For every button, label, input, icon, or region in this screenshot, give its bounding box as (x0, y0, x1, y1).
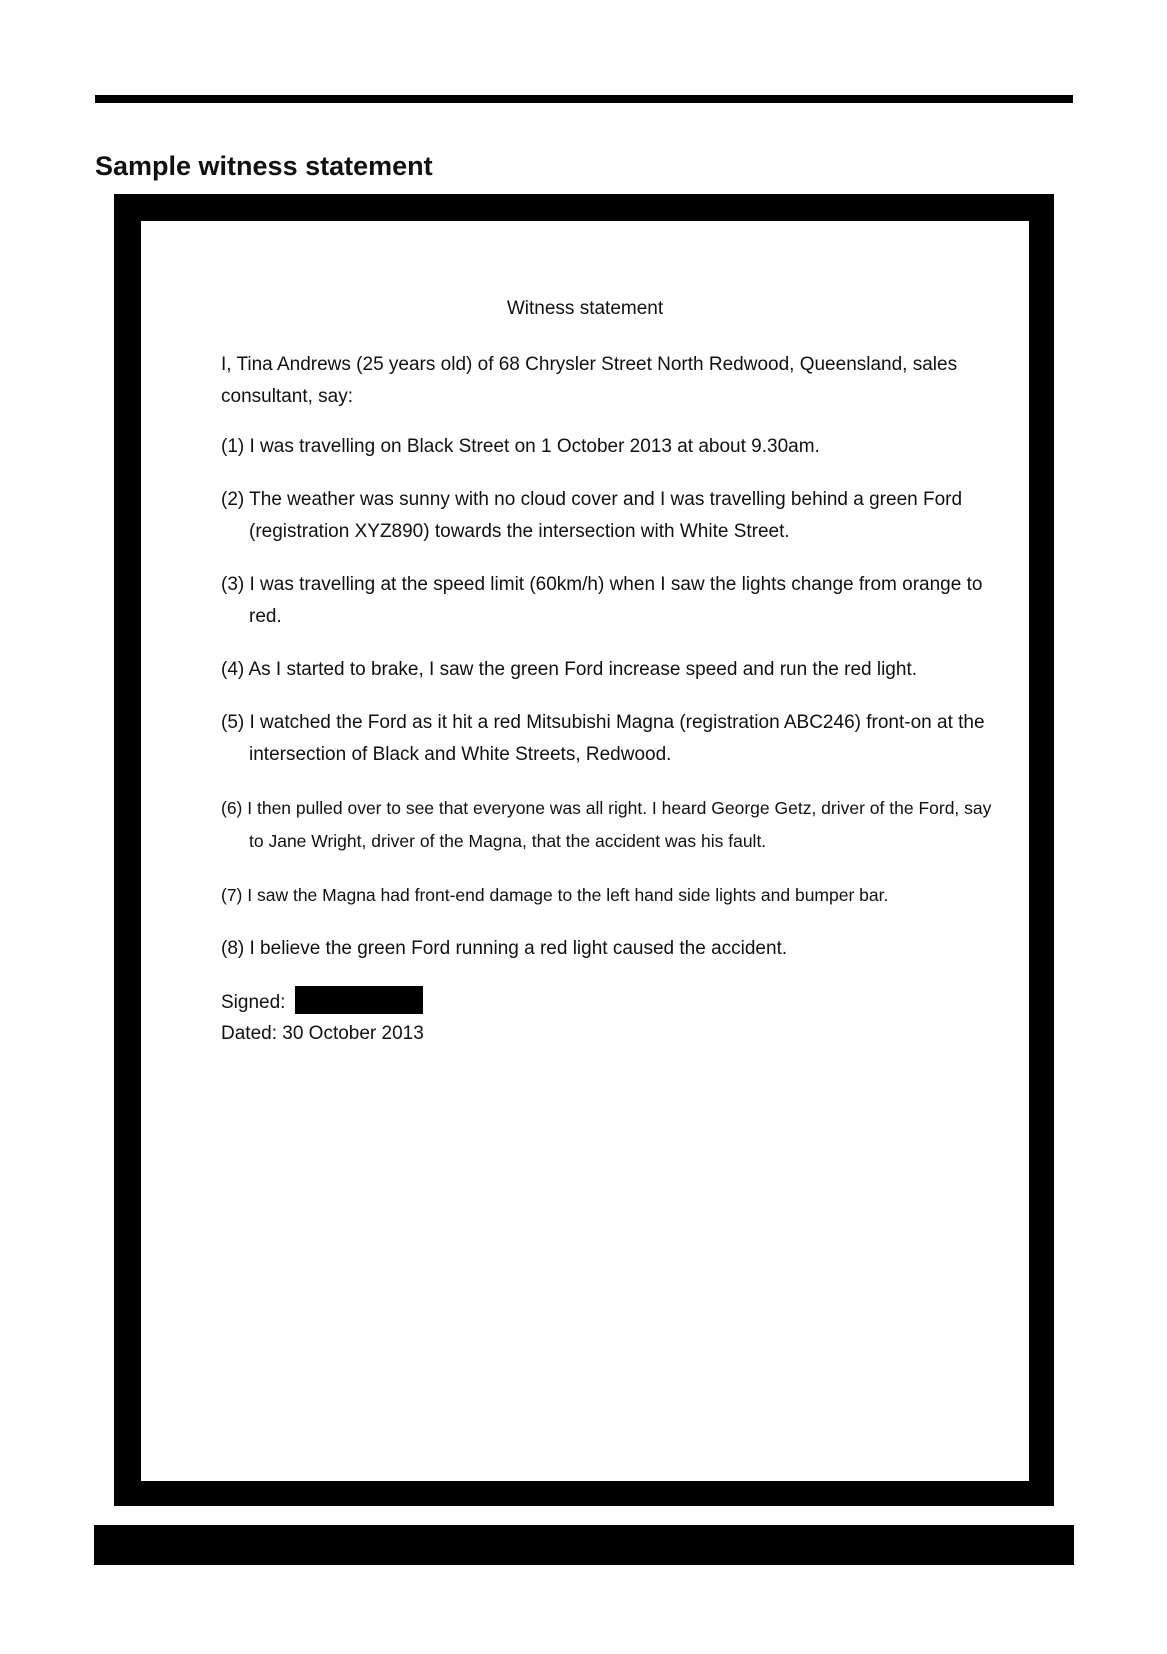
bottom-bar (94, 1525, 1074, 1565)
signature-line (221, 986, 1001, 1018)
statement-point: (3) I was travelling at the speed limit (60km/h) when I saw the lights change from orange to red. (221, 574, 983, 627)
page-title: Sample witness statement (95, 151, 433, 181)
statement-point: (5) I watched the Ford as it hit a red Mitsubishi Magna (registration ABC246) front-on at the intersection of Black and White Streets, Redwood. (221, 712, 985, 765)
statement-point: (8) I believe the green Ford running a red light caused the accident. (221, 938, 788, 959)
top-rule (95, 95, 1073, 103)
statement-point: (7) I saw the Magna had front-end damage to the left hand side lights and bumper bar. (221, 885, 889, 905)
statement-intro: I, Tina Andrews (25 years old) of 68 Chrysler Street North Redwood, Queensland, sales consultant, say: (221, 354, 958, 407)
signed-label: Signed: (221, 992, 286, 1013)
statement-point: (4) As I started to brake, I saw the green Ford increase speed and run the red light. (221, 659, 917, 680)
statement-point: (6) I then pulled over to see that everyone was all right. I heard George Getz, driver of the Ford, say to Jane Wright, driver of the Magna, that the accident was his fault. (221, 798, 992, 851)
dated-line: Dated: 30 October 2013 (221, 1023, 424, 1044)
statement-sheet (141, 221, 1029, 1481)
document-title: Witness statement (506, 298, 664, 319)
statement-point: (2) The weather was sunny with no cloud cover and I was travelling behind a green Ford (registration XYZ890) towards the intersection with White Street. (221, 489, 963, 542)
redacted-signature (295, 986, 423, 1014)
statement-body (221, 349, 1001, 1049)
statement-point: (1) I was travelling on Black Street on 1 October 2013 at about 9.30am. (221, 436, 820, 457)
